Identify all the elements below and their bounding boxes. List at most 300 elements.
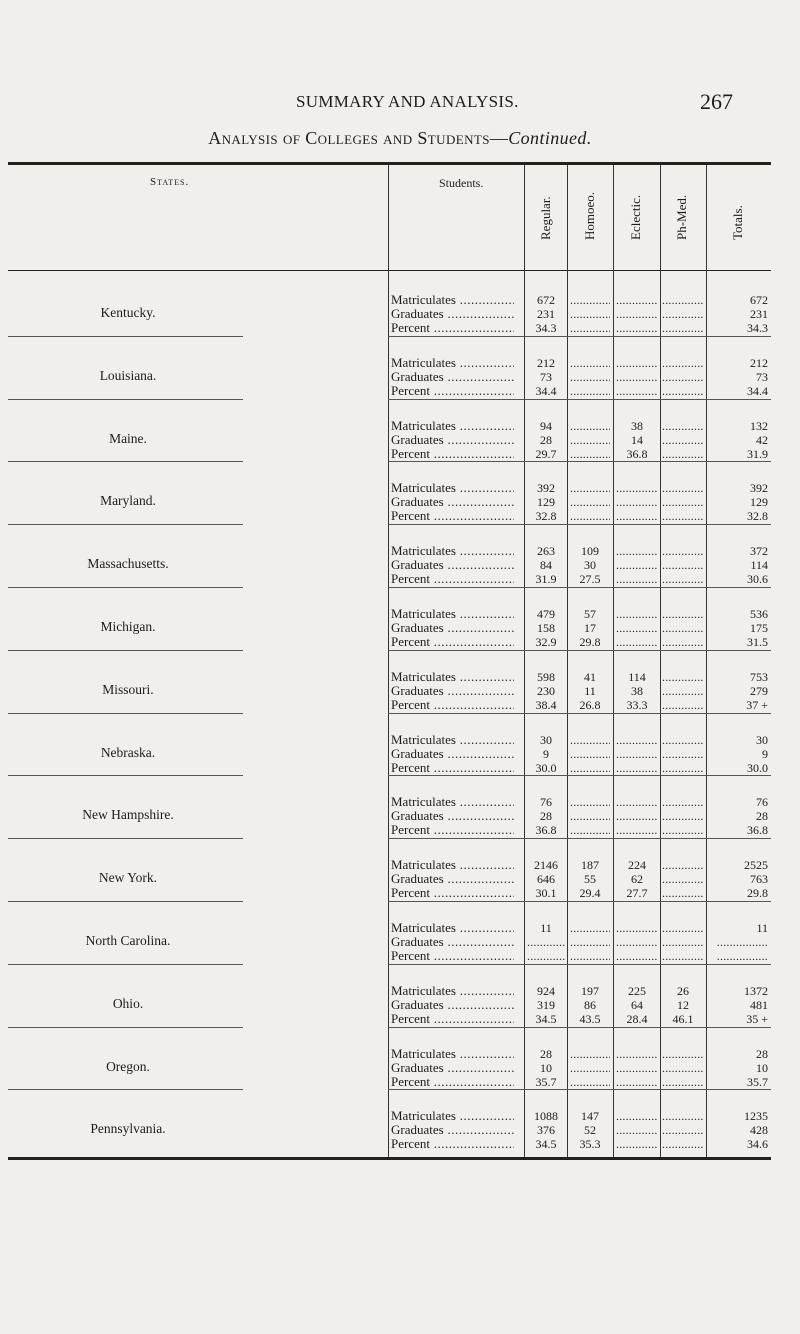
header-homoeo: [572, 168, 608, 260]
state-name: New Hampshire.: [82, 807, 174, 823]
state-name: Pennsylvania.: [90, 1121, 166, 1137]
table-cell: 35.7: [747, 1074, 768, 1089]
row-label: Matriculates .....: [391, 481, 514, 495]
table-cell: [570, 733, 610, 747]
table-cell: [570, 384, 610, 398]
table-cell: [662, 321, 704, 335]
col-divider: [706, 165, 707, 1157]
table-cell: 147: [581, 1109, 599, 1124]
table-cell: 392: [537, 481, 555, 496]
table-cell: 26.8: [579, 697, 601, 712]
table-cell: [616, 921, 658, 935]
caption-continued: Continued.: [508, 128, 592, 148]
table-cell: 479: [537, 607, 555, 621]
table-cell: 646: [537, 872, 555, 887]
table-cell: [570, 321, 610, 335]
state-separator: [388, 399, 771, 400]
table-bottom-rule: [8, 1157, 771, 1160]
state-separator: [388, 650, 771, 651]
table-cell: [662, 356, 704, 370]
table-cell: 31.9: [535, 572, 557, 587]
state-separator: [388, 336, 771, 337]
table-cell: [616, 935, 658, 949]
table-cell: 57: [584, 607, 596, 621]
state-separator: [388, 1089, 771, 1090]
caption-title: Analysis of Colleges and Students—: [208, 128, 509, 148]
table-cell: [616, 1109, 658, 1123]
state-separator: [388, 524, 771, 525]
table-cell: 27.7: [626, 886, 648, 901]
state-separator: [388, 1027, 771, 1028]
row-label: Graduates .....: [391, 935, 514, 949]
table-cell: 84: [540, 558, 552, 573]
table-cell: [570, 935, 610, 949]
table-cell: [570, 356, 610, 370]
row-label: Graduates .....: [391, 558, 514, 572]
table-cell: [662, 433, 704, 447]
table-cell: [662, 307, 704, 321]
row-label: Graduates .....: [391, 998, 514, 1012]
table-cell: [662, 684, 704, 698]
table-cell: [527, 935, 565, 949]
row-label: Percent .....: [391, 1137, 514, 1151]
table-cell: [570, 307, 610, 321]
table-cell: [616, 1061, 658, 1075]
table-cell: [662, 935, 704, 949]
col-divider: [660, 165, 661, 1157]
table-cell: 29.8: [579, 635, 601, 649]
state-name: New York.: [98, 870, 158, 886]
row-label: Graduates .....: [391, 872, 514, 886]
row-label: Percent .....: [391, 635, 514, 649]
table-cell: [570, 509, 610, 523]
table-cell: 129: [537, 495, 555, 510]
row-label: Matriculates .....: [391, 1109, 514, 1123]
header-ph-med: [664, 168, 700, 260]
table-cell: 41: [584, 669, 596, 684]
header-students: Students.: [439, 176, 484, 190]
table-cell: [662, 1137, 704, 1151]
table-cell: 26: [677, 983, 689, 998]
state-separator: [388, 713, 771, 714]
table-cell: 31.5: [747, 635, 768, 649]
table-cell: [616, 558, 658, 572]
table-cell: 33.3: [626, 697, 648, 712]
state-separator: [8, 1027, 243, 1028]
table-cell: [570, 823, 610, 837]
state-name: Louisiana.: [99, 367, 157, 383]
state-separator: [8, 901, 243, 902]
table-cell: 35 +: [746, 1011, 768, 1026]
table-cell: 2525: [744, 858, 768, 873]
table-cell: [570, 761, 610, 775]
table-cell: [616, 544, 658, 558]
table-cell: [616, 321, 658, 335]
table-cell: [616, 621, 658, 635]
state-name: Maine.: [109, 430, 147, 446]
table-cell: 28: [540, 1046, 552, 1061]
table-cell: 279: [750, 683, 768, 698]
table-cell: 38: [631, 683, 643, 698]
state-separator: [8, 587, 243, 588]
table-cell: [616, 293, 658, 307]
table-cell: [570, 949, 610, 963]
row-label: Matriculates .....: [391, 419, 514, 433]
row-label: Graduates .....: [391, 1123, 514, 1137]
state-separator: [8, 399, 243, 400]
row-label: Matriculates .....: [391, 544, 514, 558]
table-cell: 28: [756, 1046, 768, 1061]
table-cell: [662, 823, 704, 837]
table-cell: [662, 858, 704, 872]
table-cell: [616, 809, 658, 823]
table-cell: 11: [540, 921, 552, 935]
table-cell: 11: [584, 683, 596, 698]
table-cell: [710, 949, 768, 963]
table-cell: 17: [584, 621, 596, 635]
table-cell: [616, 481, 658, 495]
table-cell: [616, 1075, 658, 1089]
table-cell: 9: [543, 746, 549, 761]
table-cell: 598: [537, 669, 555, 684]
table-cell: [616, 1047, 658, 1061]
table-cell: [616, 949, 658, 963]
table-cell: 94: [540, 418, 552, 433]
row-label: Percent .....: [391, 823, 514, 837]
row-label: Matriculates .....: [391, 984, 514, 998]
state-separator: [8, 964, 243, 965]
table-cell: 109: [581, 544, 599, 559]
table-cell: [662, 747, 704, 761]
table-cell: 30.0: [747, 760, 768, 775]
col-divider: [613, 165, 614, 1157]
table-cell: [616, 1123, 658, 1137]
table-cell: 114: [750, 558, 768, 573]
table-cell: 924: [537, 983, 555, 998]
state-name: Michigan.: [100, 619, 156, 634]
table-cell: 1235: [744, 1109, 768, 1124]
table-cell: 10: [756, 1060, 768, 1075]
col-divider: [388, 165, 389, 1157]
table-cell: [616, 733, 658, 747]
state-separator: [8, 336, 243, 337]
table-cell: 32.9: [535, 635, 557, 649]
table-cell: 28: [540, 809, 552, 824]
table-cell: 2146: [534, 858, 558, 873]
state-name: Ohio.: [112, 995, 144, 1011]
header-eclectic-text: Eclectic.: [628, 194, 643, 240]
row-label: Percent .....: [391, 447, 514, 461]
table-cell: 38: [631, 418, 643, 433]
table-cell: [662, 544, 704, 558]
row-label: Graduates .....: [391, 684, 514, 698]
row-label: Graduates .....: [391, 747, 514, 761]
table-cell: 35.7: [535, 1074, 557, 1089]
running-head: [0, 89, 800, 118]
table-cell: 10: [540, 1060, 552, 1075]
table-cell: 73: [540, 369, 552, 384]
table-cell: 672: [750, 293, 768, 307]
table-cell: [616, 572, 658, 586]
table-cell: [662, 1075, 704, 1089]
row-label: Percent .....: [391, 886, 514, 900]
table-cell: 34.4: [747, 383, 768, 398]
row-label: Percent .....: [391, 698, 514, 712]
table-cell: [570, 795, 610, 809]
table-cell: 34.4: [535, 383, 557, 398]
table-cell: [662, 949, 704, 963]
table-cell: [616, 795, 658, 809]
state-name: Maryland.: [100, 493, 156, 509]
table-cell: [710, 935, 768, 949]
table-top-rule: [8, 162, 771, 165]
table-cell: [616, 747, 658, 761]
table-cell: [570, 921, 610, 935]
row-label: Percent .....: [391, 384, 514, 398]
table-cell: 76: [540, 795, 552, 810]
table-cell: [662, 607, 704, 621]
table-cell: 52: [584, 1123, 596, 1138]
header-states: States.: [150, 176, 190, 188]
table-cell: 37 +: [746, 697, 768, 712]
table-cell: 35.3: [579, 1137, 601, 1152]
table-cell: [662, 572, 704, 586]
table-cell: 319: [537, 997, 555, 1012]
table-cell: [662, 419, 704, 433]
table-cell: 230: [537, 683, 555, 698]
table-cell: [662, 293, 704, 307]
row-label: Matriculates .....: [391, 293, 514, 307]
table-cell: [570, 293, 610, 307]
table-cell: 32.8: [747, 509, 768, 524]
table-cell: [616, 384, 658, 398]
table-cell: [616, 607, 658, 621]
table-cell: [527, 949, 565, 963]
state-separator: [388, 587, 771, 588]
header-totals-text: Totals.: [730, 205, 745, 240]
table-cell: 28: [756, 809, 768, 824]
row-label: Graduates .....: [391, 495, 514, 509]
table-cell: 372: [750, 544, 768, 559]
table-cell: 114: [628, 669, 646, 684]
table-cell: 46.1: [672, 1011, 694, 1026]
table-cell: 158: [537, 621, 555, 635]
table-cell: 30.1: [535, 886, 557, 901]
table-cell: 30.0: [535, 760, 557, 775]
table-cell: 129: [750, 495, 768, 510]
table-cell: 38.4: [535, 697, 557, 712]
state-separator: [8, 1089, 243, 1090]
row-label: Graduates .....: [391, 433, 514, 447]
table-cell: 31.9: [747, 446, 768, 461]
table-cell: 1088: [534, 1109, 558, 1124]
row-label: Graduates .....: [391, 1061, 514, 1075]
table-cell: [616, 356, 658, 370]
table-cell: [570, 747, 610, 761]
table-cell: [616, 307, 658, 321]
table-caption: [0, 128, 800, 149]
page-number: 267: [700, 89, 733, 114]
table-cell: [662, 495, 704, 509]
table-cell: [662, 1047, 704, 1061]
state-separator: [388, 461, 771, 462]
table-cell: 43.5: [579, 1011, 601, 1026]
table-cell: [662, 558, 704, 572]
table-cell: 11: [756, 921, 768, 935]
table-cell: 428: [750, 1123, 768, 1138]
table-cell: 28.4: [626, 1011, 648, 1026]
table-cell: [616, 823, 658, 837]
table-cell: [662, 795, 704, 809]
table-cell: [616, 761, 658, 775]
table-cell: 62: [631, 872, 643, 887]
state-separator: [8, 461, 243, 462]
table-cell: 55: [584, 872, 596, 887]
table-cell: 753: [750, 669, 768, 684]
table-cell: 30: [584, 558, 596, 573]
row-label: Graduates .....: [391, 370, 514, 384]
state-name: Missouri.: [102, 681, 154, 697]
state-separator: [388, 838, 771, 839]
table-cell: 536: [750, 607, 768, 621]
table-cell: [662, 621, 704, 635]
table-cell: [662, 698, 704, 712]
row-label: Percent .....: [391, 1012, 514, 1026]
table-cell: 34.5: [535, 1011, 557, 1026]
running-head-title: SUMMARY AND ANALYSIS.: [296, 92, 519, 111]
row-label: Matriculates .....: [391, 858, 514, 872]
table-cell: 225: [628, 983, 646, 998]
table-cell: 36.8: [535, 823, 557, 838]
row-label: Graduates .....: [391, 307, 514, 321]
table-cell: [662, 809, 704, 823]
table-cell: [662, 733, 704, 747]
table-cell: [662, 872, 704, 886]
table-cell: [662, 921, 704, 935]
state-separator: [388, 964, 771, 965]
table-cell: 175: [750, 621, 768, 635]
table-cell: 32.8: [535, 509, 557, 524]
table-cell: 29.7: [535, 446, 557, 461]
table-cell: 263: [537, 544, 555, 559]
header-ph-med-text: Ph-Med.: [674, 194, 689, 240]
table-header-rule: [8, 270, 771, 271]
table-cell: 12: [677, 997, 689, 1012]
table-cell: [662, 384, 704, 398]
table-cell: [662, 1109, 704, 1123]
table-cell: 42: [756, 432, 768, 447]
col-divider: [567, 165, 568, 1157]
header-regular: [528, 168, 564, 260]
table-cell: [570, 433, 610, 447]
header-homoeo-text: Homoeo.: [582, 191, 597, 240]
table-cell: 34.3: [747, 321, 768, 335]
state-separator: [8, 838, 243, 839]
row-label: Percent .....: [391, 1075, 514, 1089]
state-name: Massachusetts.: [87, 556, 169, 572]
table-cell: [662, 1123, 704, 1137]
table-cell: 672: [537, 293, 555, 307]
table-cell: [616, 495, 658, 509]
table-cell: 197: [581, 983, 599, 998]
table-cell: [570, 419, 610, 433]
table-cell: 36.8: [747, 823, 768, 838]
table-cell: 9: [762, 746, 768, 761]
row-label: Matriculates .....: [391, 1047, 514, 1061]
row-label: Matriculates .....: [391, 607, 514, 621]
table-cell: [570, 1047, 610, 1061]
row-label: Percent .....: [391, 761, 514, 775]
table-cell: 481: [750, 997, 768, 1012]
table-cell: [570, 370, 610, 384]
table-cell: [570, 809, 610, 823]
table-cell: 86: [584, 997, 596, 1012]
table-cell: [616, 509, 658, 523]
table-cell: [662, 481, 704, 495]
table-cell: [662, 1061, 704, 1075]
header-eclectic: [618, 168, 654, 260]
state-separator: [8, 650, 243, 651]
table-cell: 34.6: [747, 1137, 768, 1152]
table-cell: [570, 1061, 610, 1075]
row-label: Matriculates .....: [391, 356, 514, 370]
table-cell: [662, 370, 704, 384]
table-cell: [662, 447, 704, 461]
table-cell: [662, 886, 704, 900]
table-cell: [616, 635, 658, 649]
table-cell: 376: [537, 1123, 555, 1138]
row-label: Graduates .....: [391, 809, 514, 823]
table-cell: 392: [750, 481, 768, 496]
table-cell: [570, 481, 610, 495]
row-label: Matriculates .....: [391, 921, 514, 935]
state-name: Oregon.: [106, 1058, 150, 1074]
table-cell: 30: [540, 732, 552, 747]
state-separator: [8, 775, 243, 776]
table-cell: 73: [756, 369, 768, 384]
table-cell: 29.8: [747, 886, 768, 901]
table-cell: [662, 635, 704, 649]
table-cell: 29.4: [579, 886, 601, 901]
row-label: Matriculates .....: [391, 733, 514, 747]
row-label: Matriculates .....: [391, 670, 514, 684]
table-cell: [570, 447, 610, 461]
row-label: Percent .....: [391, 949, 514, 963]
table-cell: 27.5: [579, 572, 601, 587]
table-cell: 28: [540, 432, 552, 447]
state-separator: [8, 524, 243, 525]
table-cell: 224: [628, 858, 646, 873]
table-cell: 30.6: [747, 572, 768, 587]
row-label: Percent .....: [391, 321, 514, 335]
state-separator: [388, 775, 771, 776]
table-cell: 76: [756, 795, 768, 810]
table-cell: [570, 495, 610, 509]
table-cell: 212: [537, 355, 555, 370]
table-cell: [570, 1075, 610, 1089]
col-divider: [524, 165, 525, 1157]
table-cell: 231: [537, 307, 555, 321]
state-name: Nebraska.: [100, 744, 156, 760]
header-totals: [720, 168, 756, 260]
row-label: Matriculates .....: [391, 795, 514, 809]
table-cell: 34.3: [535, 321, 557, 335]
state-name: Kentucky.: [100, 305, 156, 320]
table-cell: 231: [750, 307, 768, 321]
table-cell: [616, 370, 658, 384]
table-cell: [616, 1137, 658, 1151]
table-cell: 64: [631, 997, 643, 1012]
